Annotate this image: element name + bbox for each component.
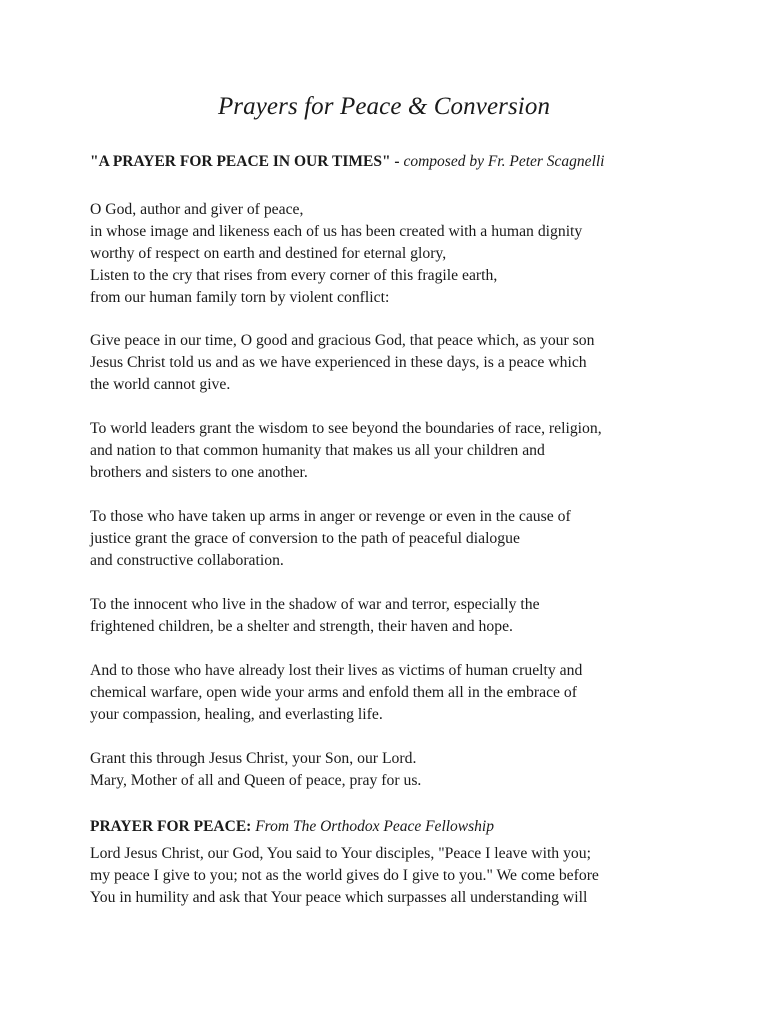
prayer1-paragraph [90,330,594,396]
document-title: Prayers for Peace & Conversion [217,93,551,120]
text-line: your compassion, healing, and everlasting life. [90,706,383,723]
prayer1-heading-attribution: composed by Fr. Peter Scagnelli [403,153,605,170]
prayer2-heading-attribution: From The Orthodox Peace Fellowship [255,818,494,835]
text-line: You in humility and ask that Your peace which surpasses all understanding will [90,889,588,906]
text-line: And to those who have already lost their lives as victims of human cruelty and [90,662,583,679]
text-line: To world leaders grant the wisdom to see beyond the boundaries of race, religion, [90,420,602,437]
text-line: To the innocent who live in the shadow of war and terror, especially the [90,596,540,613]
prayer2-heading-title: PRAYER FOR PEACE: [90,818,252,835]
text-line: in whose image and likeness each of us has been created with a human dignity [90,223,583,240]
text-line: Jesus Christ told us and as we have experienced in these days, is a peace which [90,354,587,371]
prayer1-paragraph [90,418,602,484]
prayer2-paragraph [90,843,599,909]
text-line: chemical warfare, open wide your arms and enfold them all in the embrace of [90,684,577,701]
text-line: To those who have taken up arms in anger or revenge or even in the cause of [90,508,571,525]
text-line: Give peace in our time, O good and gracious God, that peace which, as your son [90,332,595,349]
prayer1-heading-title: "A PRAYER FOR PEACE IN OUR TIMES" - [90,153,400,170]
prayer1-heading [90,151,604,173]
prayer1-paragraph [90,660,582,726]
prayer1-paragraph [90,199,582,309]
text-line: Lord Jesus Christ, our God, You said to Your disciples, "Peace I leave with you; [90,845,591,862]
text-line: Listen to the cry that rises from every corner of this fragile earth, [90,267,498,284]
text-line: brothers and sisters to one another. [90,464,308,481]
text-line: my peace I give to you; not as the world gives do I give to you." We come before [90,867,599,884]
prayer2-heading [90,816,494,838]
text-line: justice grant the grace of conversion to the path of peaceful dialogue [90,530,520,547]
text-line: worthy of respect on earth and destined for eternal glory, [90,245,447,262]
text-line: from our human family torn by violent conflict: [90,289,390,306]
text-line: and nation to that common humanity that makes us all your children and [90,442,545,459]
prayer1-paragraph [90,748,421,792]
text-line: Grant this through Jesus Christ, your Son, our Lord. [90,750,417,767]
prayer1-paragraph [90,594,540,638]
text-line: Mary, Mother of all and Queen of peace, pray for us. [90,772,422,789]
prayer1-paragraph [90,506,571,572]
text-line: and constructive collaboration. [90,552,284,569]
text-line: the world cannot give. [90,376,231,393]
text-line: O God, author and giver of peace, [90,201,304,218]
text-line: frightened children, be a shelter and strength, their haven and hope. [90,618,513,635]
